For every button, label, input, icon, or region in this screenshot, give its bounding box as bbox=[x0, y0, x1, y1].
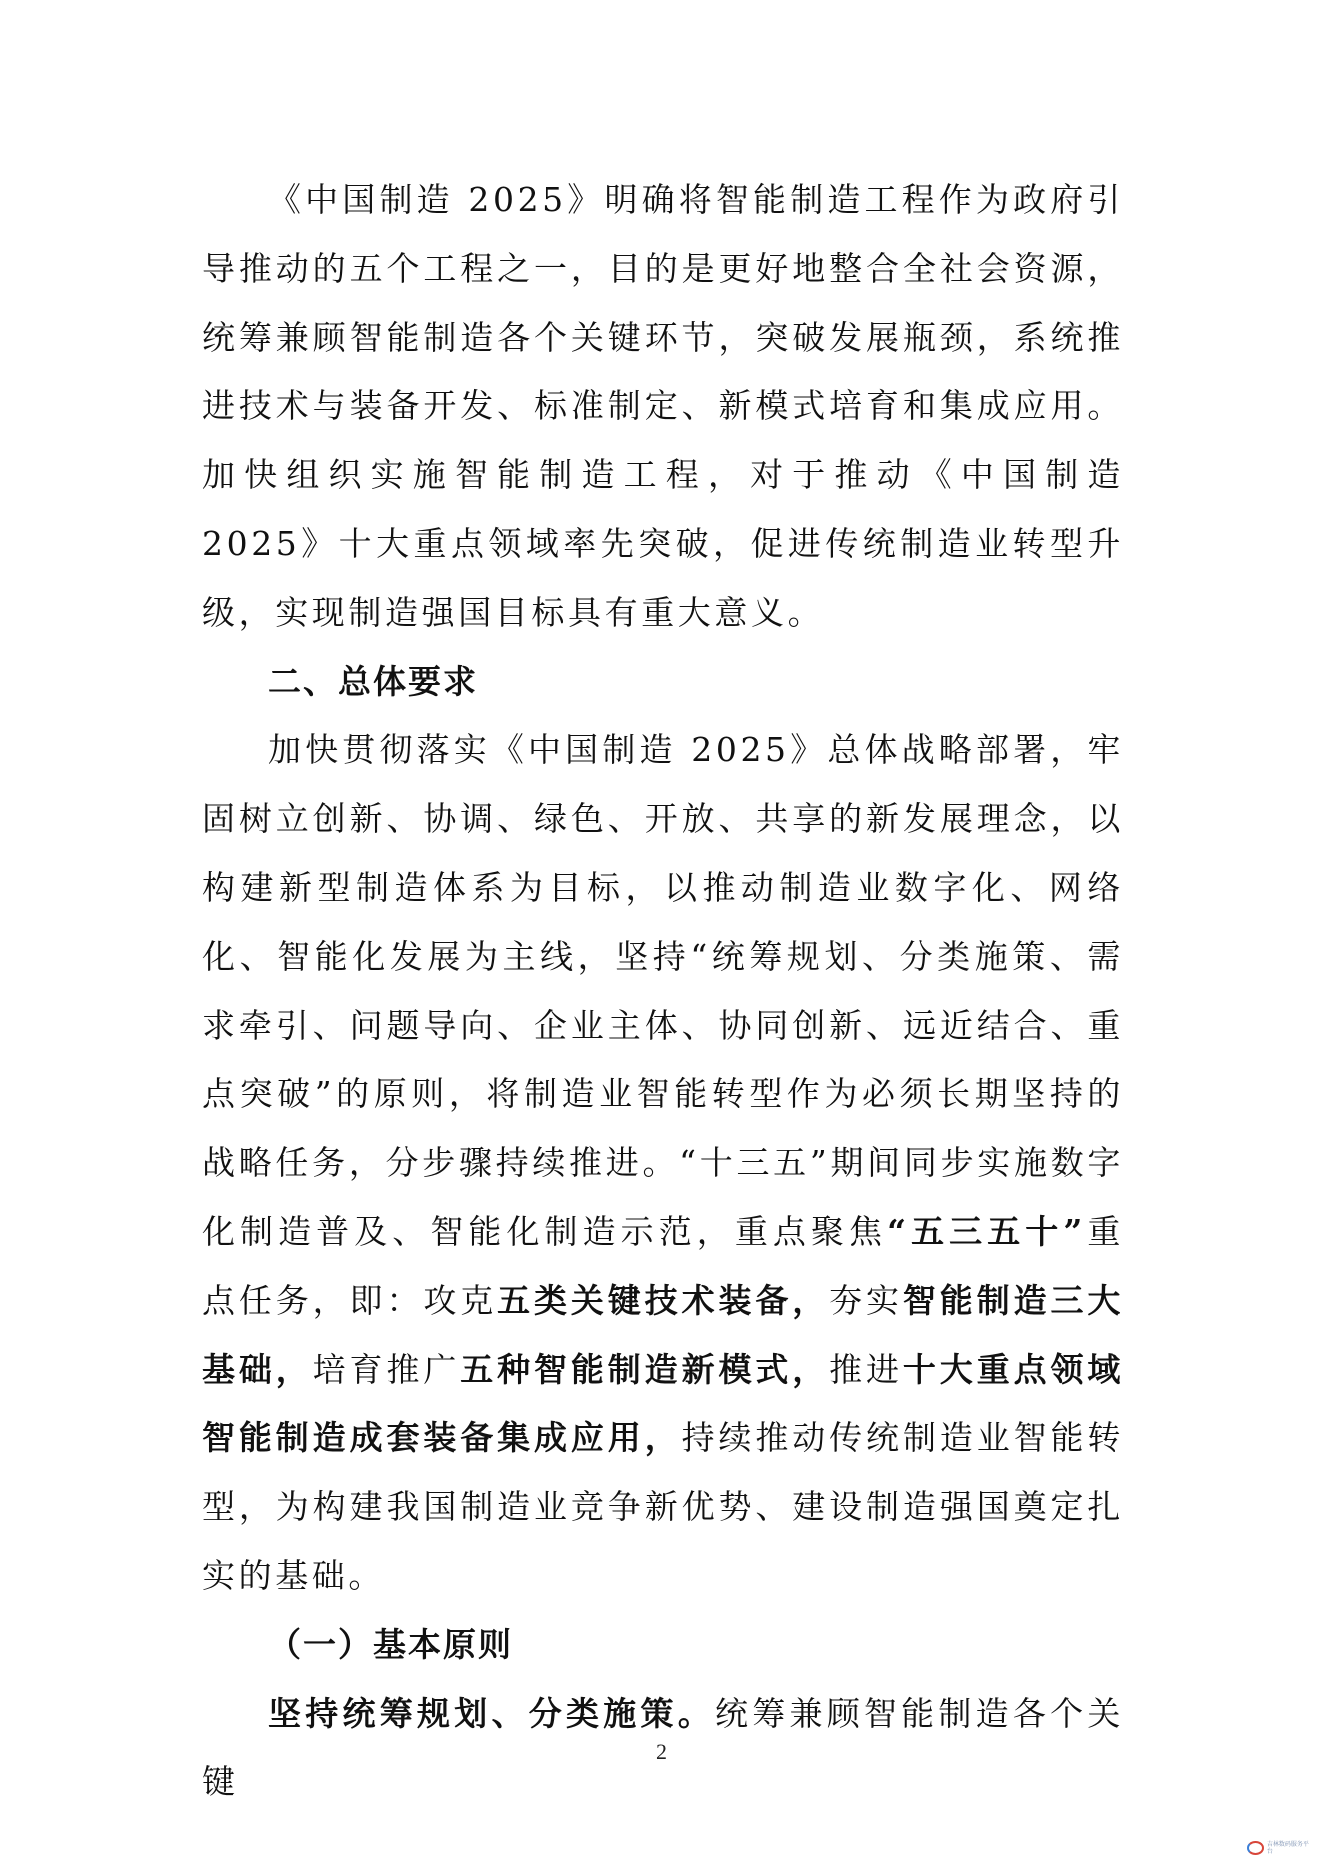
site-logo-icon bbox=[1247, 1841, 1264, 1855]
text-segment: 推进 bbox=[829, 1349, 903, 1389]
text-segment: 重点任务，即：攻克 bbox=[202, 1211, 1124, 1320]
watermark-text: 吉林数码服务平台 bbox=[1266, 1841, 1309, 1855]
page-number: 2 bbox=[656, 1739, 667, 1764]
watermark bbox=[1247, 1837, 1311, 1859]
text-segment: 统筹兼顾智能制造各个关键 bbox=[202, 1693, 1125, 1802]
text-segment: 《中国制造 2025》明确将智能制造工程作为政府引导推动的五个工程之一，目的是更好地整合全社会资源，统筹兼顾智能制造各个关键环节，突破发展瓶颈，系统推进技术与装备开发、标准制定、新模式培育和集成应用。加快组织实施智能制造工程，对于推动《中国制造 2025》十大重点领域率先突破，促进传统制造业转型升级，实现制造强国目标具有重大意义。 bbox=[202, 180, 1124, 632]
section-heading bbox=[202, 648, 1124, 717]
document-body bbox=[202, 166, 1124, 1817]
bold-text-segment: 十大重点领域智能制造成套装备集成应用， bbox=[202, 1349, 1124, 1458]
bold-text-segment: 坚持统筹规划、分类施策。 bbox=[268, 1693, 715, 1733]
bold-text-segment: 二、总体要求 bbox=[268, 661, 478, 701]
bold-text-segment: 五类关键技术装备， bbox=[497, 1280, 830, 1320]
text-segment: 加快贯彻落实《中国制造 2025》总体战略部署，牢固树立创新、协调、绿色、开放、共享的新发展理念，以构建新型制造体系为目标，以推动制造业数字化、网络化、智能化发展为主线，坚持“统筹规划、分类施策、需求牵引、问题导向、企业主体、协同创新、远近结合、重点突破”的原则，将制造业智能转型作为必须长期坚持的战略任务，分步骤持续推进。“十三五”期间同步实施数字化制造普及、智能化制造示范，重点聚焦 bbox=[202, 730, 1124, 1251]
text-segment: 持续推动传统制造业智能转型，为构建我国制造业竞争新优势、建设制造强国奠定扎实的基础。 bbox=[202, 1418, 1124, 1595]
subsection-heading bbox=[202, 1611, 1124, 1680]
bold-text-segment: “五三五十” bbox=[887, 1211, 1086, 1251]
text-segment: 夯实 bbox=[829, 1280, 903, 1320]
body-paragraph bbox=[202, 716, 1124, 1610]
text-segment: 培育推广 bbox=[312, 1349, 461, 1389]
bold-text-segment: 五种智能制造新模式， bbox=[460, 1349, 830, 1389]
body-paragraph bbox=[202, 166, 1124, 648]
bold-text-segment: 智能制造三大基础， bbox=[202, 1280, 1124, 1389]
bold-text-segment: （一）基本原则 bbox=[268, 1624, 513, 1664]
